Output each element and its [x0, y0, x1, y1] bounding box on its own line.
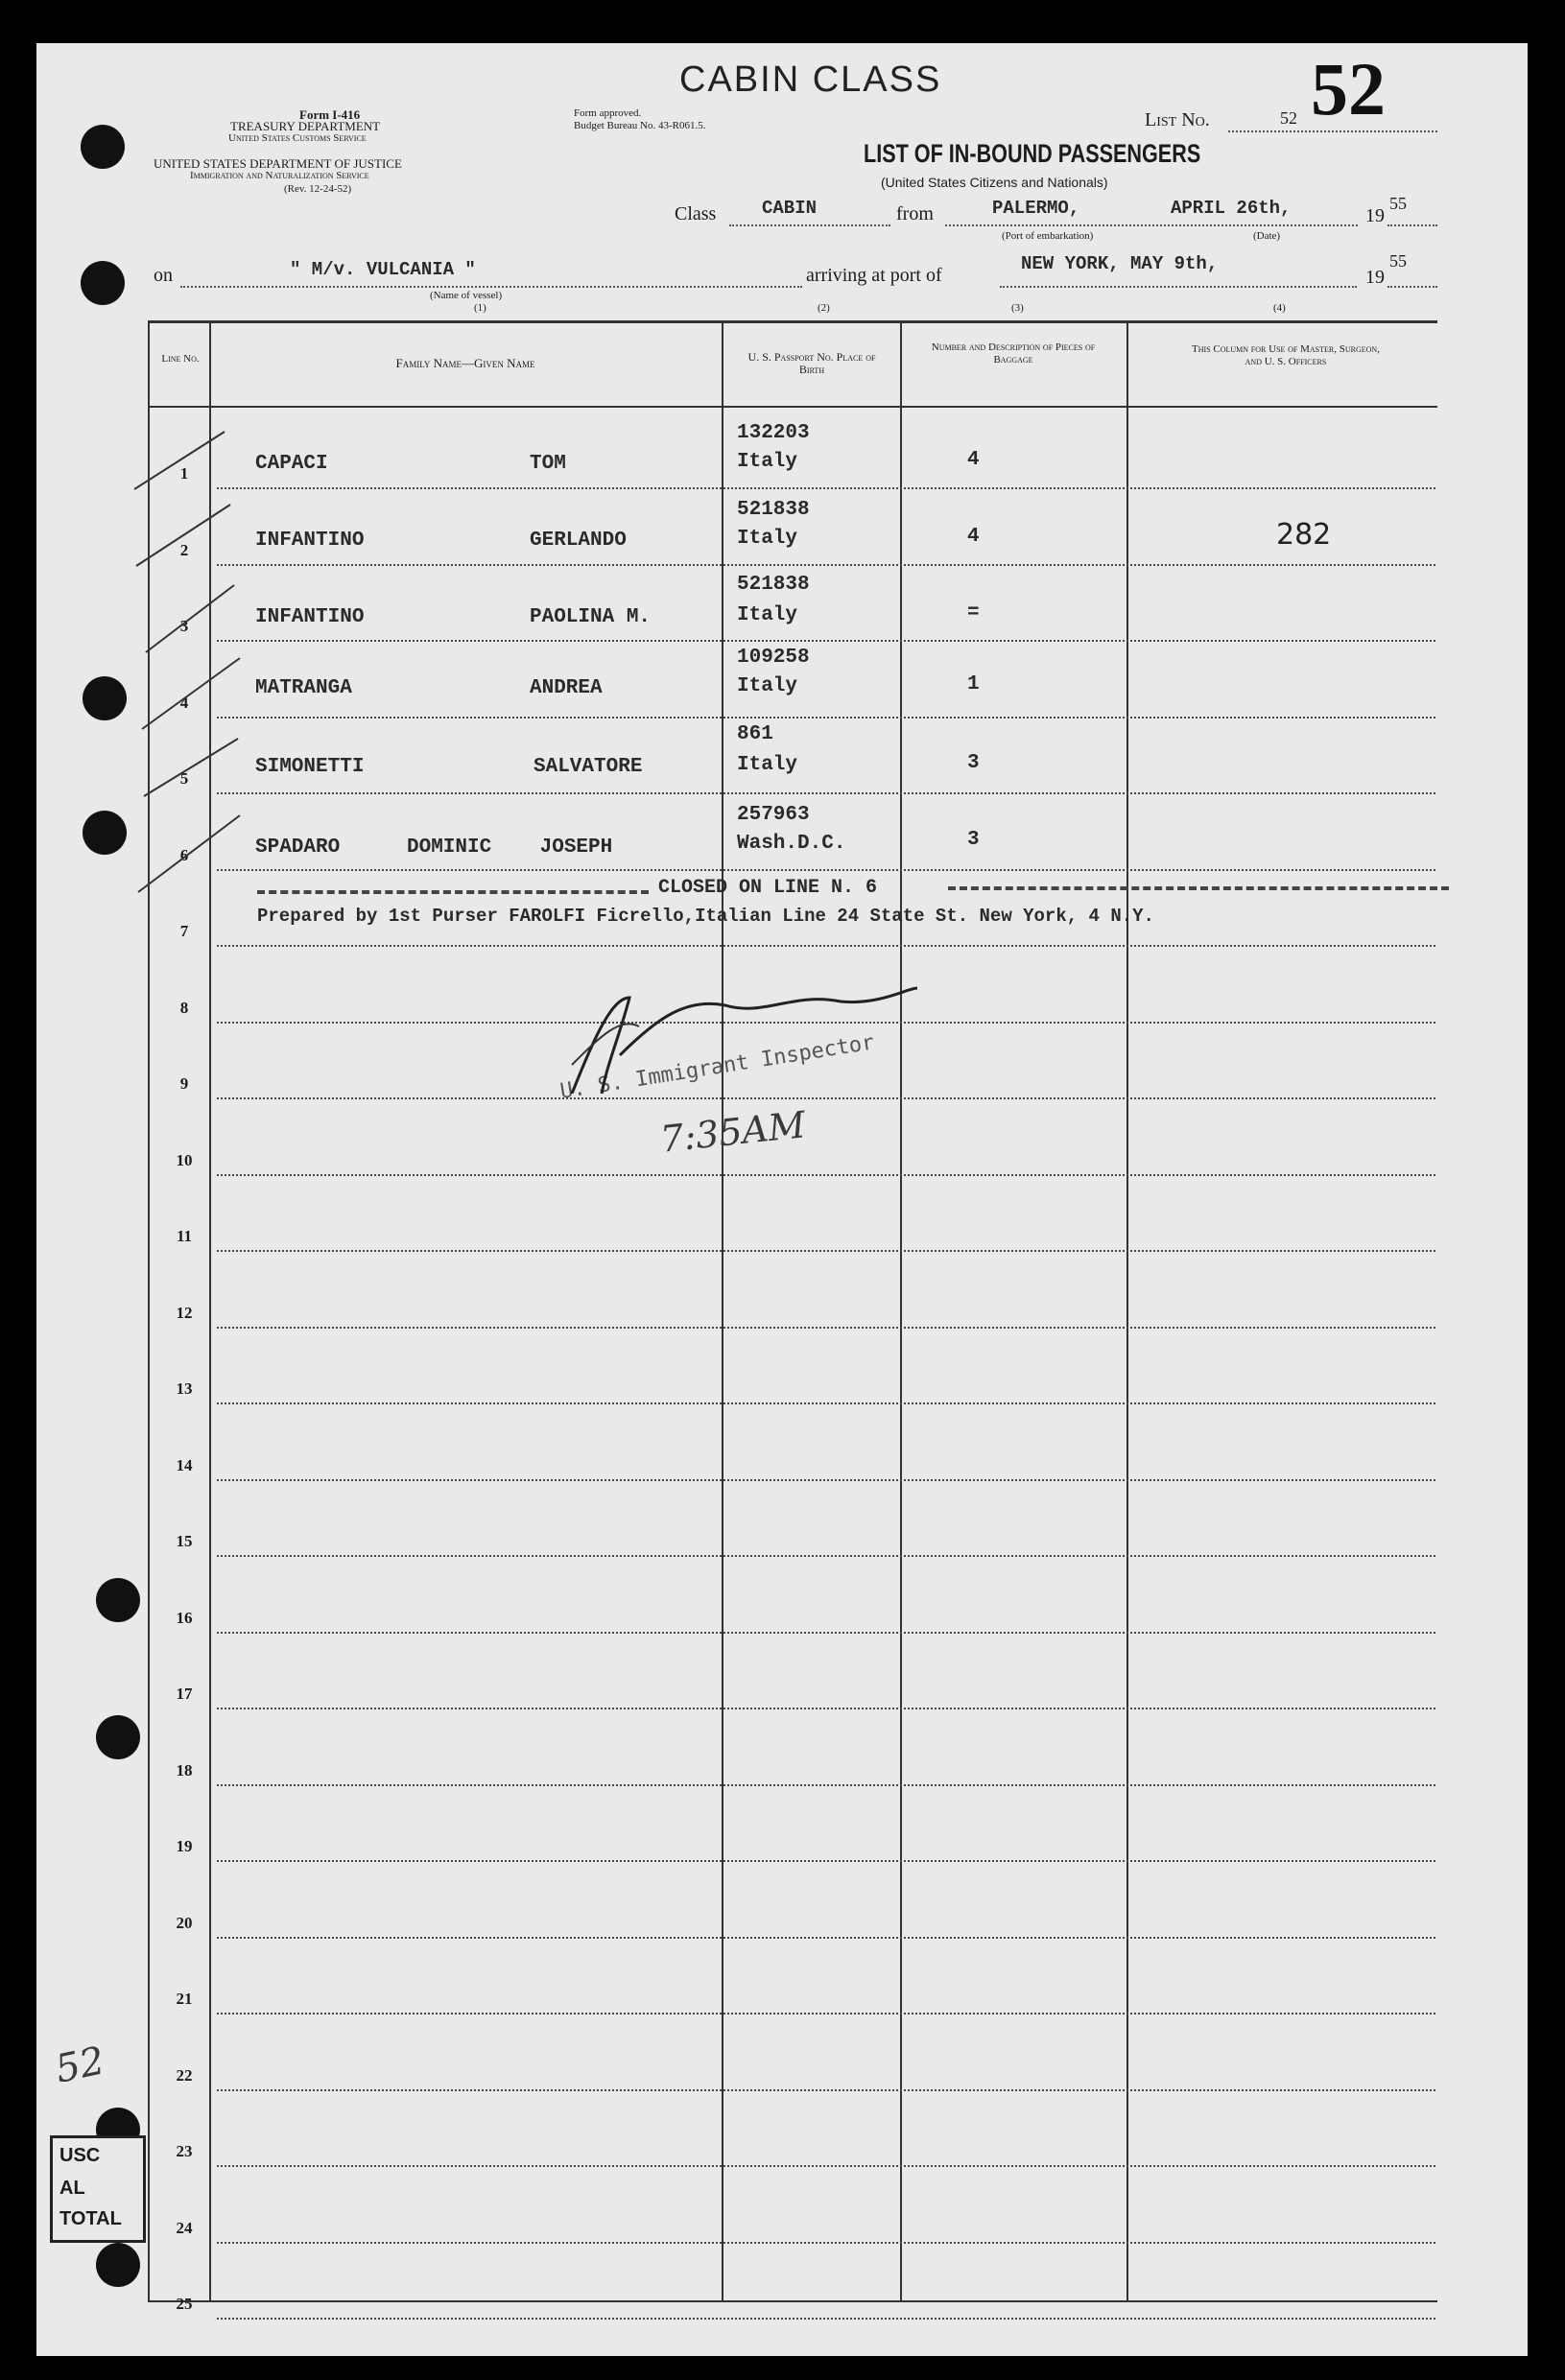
- passenger-3-family: INFANTINO: [255, 606, 365, 628]
- closed-dash-right: [948, 886, 1449, 890]
- row-rule: [217, 2013, 1435, 2015]
- caption-4: (4): [1273, 302, 1286, 314]
- col-header-officers: This Column for Use of Master, Surgeon, and U. S. Officers: [1192, 343, 1380, 367]
- ins-service: Immigration and Naturalization Service: [190, 170, 369, 181]
- stamp-time: 7:35AM: [658, 1103, 808, 1161]
- table-header-bottom: [148, 406, 1437, 408]
- table-bottom-border: [148, 2300, 1437, 2302]
- justice-department: UNITED STATES DEPARTMENT OF JUSTICE: [154, 156, 402, 171]
- vessel-caption: (Name of vessel): [430, 290, 503, 301]
- passenger-4-passport: 109258: [737, 647, 810, 669]
- port-of-embarkation: PALERMO,: [992, 198, 1080, 219]
- row-rule: [217, 2318, 1435, 2320]
- punch-hole: [81, 261, 125, 305]
- passenger-1-baggage: 4: [967, 449, 980, 471]
- vessel-caption-num: (1): [474, 302, 486, 314]
- customs-service: United States Customs Service: [228, 132, 367, 144]
- col-header-passport: U. S. Passport No. Place of Birth: [747, 350, 876, 376]
- line-number: 25: [176, 2295, 193, 2313]
- caption-3: (3): [1011, 302, 1024, 314]
- row-rule: [217, 945, 1435, 947]
- on-label: on: [154, 265, 173, 286]
- line-number: 14: [176, 1455, 193, 1474]
- line-number: 7: [179, 922, 189, 940]
- line-number: 18: [176, 1760, 193, 1779]
- line-number: 15: [176, 1532, 193, 1550]
- line-number: 22: [176, 2065, 193, 2085]
- cabin-class-title: CABIN CLASS: [679, 59, 942, 100]
- row-rule: [217, 487, 1435, 489]
- passenger-4-family: MATRANGA: [255, 677, 352, 699]
- line-number: 9: [179, 1074, 189, 1093]
- usc-label: USC: [59, 2145, 101, 2166]
- row-rule: [217, 869, 1435, 871]
- line-number: 13: [176, 1379, 193, 1398]
- al-label: AL: [59, 2178, 85, 2199]
- punch-hole: [96, 2243, 140, 2287]
- row-rule: [217, 2165, 1435, 2167]
- passenger-5-birth: Italy: [737, 754, 798, 776]
- revision: (Rev. 12-24-52): [284, 183, 352, 195]
- col-header-name: Family Name—Given Name: [395, 356, 535, 370]
- row-rule: [217, 640, 1435, 642]
- from-label: from: [896, 203, 934, 224]
- punch-hole: [96, 1578, 140, 1622]
- form-approved: Form approved.: [574, 107, 642, 119]
- row-rule: [217, 1937, 1435, 1939]
- prepared-by-note: Prepared by 1st Purser FAROLFI Ficrello,Italian Line 24 State St. New York, 4 N.Y.: [257, 906, 1154, 927]
- row-rule: [217, 1097, 1435, 1099]
- budget-bureau: Budget Bureau No. 43-R061.5.: [574, 120, 706, 131]
- line-number: 8: [179, 998, 189, 1017]
- line-number: 3: [179, 617, 189, 635]
- list-title: LIST OF IN-BOUND PASSENGERS: [864, 139, 1201, 168]
- line-number: 24: [176, 2218, 193, 2237]
- margin-handwritten-number: 52: [51, 2038, 109, 2092]
- col-divider-name: [722, 320, 723, 2302]
- line-number: 11: [176, 1227, 193, 1245]
- passenger-5-family: SIMONETTI: [255, 756, 365, 778]
- port-caption: (Port of embarkation): [1002, 230, 1094, 242]
- passenger-2-birth: Italy: [737, 528, 798, 550]
- passenger-6-family: SPADARO: [255, 837, 341, 859]
- line-number: 12: [176, 1303, 193, 1322]
- col-divider-baggage: [1126, 320, 1128, 2302]
- line-number: 17: [176, 1685, 193, 1703]
- row-rule: [217, 1708, 1435, 1709]
- list-no-label: List No.: [1145, 109, 1210, 130]
- closed-dash-left: [257, 890, 649, 894]
- row-rule: [217, 792, 1435, 794]
- row-rule: [217, 1250, 1435, 1252]
- passenger-5-passport: 861: [737, 723, 773, 745]
- arrival-year-prefix: 19: [1365, 267, 1385, 288]
- line-number: 16: [176, 1608, 193, 1627]
- row-rule: [217, 1555, 1435, 1557]
- passenger-2-baggage: 4: [967, 526, 980, 548]
- document-page: [36, 43, 1528, 2356]
- passenger-5-given: SALVATORE: [534, 756, 643, 778]
- passenger-5-baggage: 3: [967, 752, 980, 774]
- row-rule: [217, 1327, 1435, 1329]
- embark-date: APRIL 26th,: [1171, 198, 1292, 219]
- passenger-3-birth: Italy: [737, 604, 798, 626]
- row-rule: [217, 1860, 1435, 1862]
- inspector-signature: [476, 959, 917, 1094]
- line-number: 10: [176, 1150, 193, 1169]
- check-marks: [119, 412, 273, 911]
- row-rule: [217, 1632, 1435, 1634]
- inspector-stamp: U. S. Immigrant Inspector: [558, 1030, 877, 1104]
- passenger-3-baggage: =: [967, 602, 980, 624]
- row-rule: [217, 1174, 1435, 1176]
- col-divider-passport: [900, 320, 902, 2302]
- class-value: CABIN: [762, 198, 818, 219]
- passenger-4-birth: Italy: [737, 675, 798, 697]
- row-rule: [217, 1402, 1435, 1404]
- passenger-2-given: GERLANDO: [530, 530, 627, 552]
- arriving-label: arriving at port of: [806, 265, 942, 286]
- form-id: Form I-416: [299, 107, 361, 122]
- list-no-value: 52: [1280, 108, 1297, 128]
- passenger-6-birth: Wash.D.C.: [737, 833, 846, 855]
- punch-hole: [81, 125, 125, 169]
- class-label: Class: [675, 203, 717, 224]
- list-subtitle: (United States Citizens and Nationals): [881, 175, 1108, 190]
- embark-year-prefix: 19: [1365, 205, 1385, 226]
- caption-2: (2): [818, 302, 830, 314]
- col-header-line: Line No.: [161, 353, 200, 365]
- closed-on-line: CLOSED ON LINE N. 6: [658, 877, 878, 899]
- passenger-6-passport: 257963: [737, 804, 810, 826]
- arrival-year-suffix: 55: [1389, 251, 1407, 271]
- line-number: 6: [179, 845, 189, 864]
- line-number: 4: [179, 693, 189, 712]
- line-number: 20: [176, 1913, 193, 1932]
- row-rule: [217, 1479, 1435, 1481]
- passenger-4-given: ANDREA: [530, 677, 603, 699]
- line-number: 2: [179, 540, 189, 559]
- passenger-2-passport: 521838: [737, 499, 810, 521]
- row-rule: [217, 1784, 1435, 1786]
- line-number: 1: [179, 464, 189, 483]
- passenger-3-passport: 521838: [737, 574, 810, 596]
- passenger-2-officer-note: 282: [1276, 518, 1332, 552]
- vessel-name: " M/v. VULCANIA ": [290, 259, 476, 280]
- passenger-6-baggage: 3: [967, 829, 980, 851]
- line-number: 19: [176, 1837, 193, 1855]
- passenger-4-baggage: 1: [967, 673, 980, 695]
- line-number: 21: [176, 1990, 193, 2008]
- row-rule: [217, 2242, 1435, 2244]
- row-rule: [217, 564, 1435, 566]
- embark-year-suffix: 55: [1389, 194, 1407, 213]
- date-caption: (Date): [1253, 230, 1281, 242]
- passenger-1-birth: Italy: [737, 451, 798, 473]
- passenger-1-given: TOM: [530, 453, 566, 475]
- passenger-6-given: DOMINIC JOSEPH: [407, 837, 613, 859]
- total-label: TOTAL: [59, 2208, 122, 2229]
- punch-hole: [96, 1715, 140, 1759]
- arrival-port-date: NEW YORK, MAY 9th,: [1021, 253, 1219, 274]
- big-list-number: 52: [1311, 47, 1386, 130]
- passenger-1-family: CAPACI: [255, 453, 328, 475]
- line-number: 5: [179, 769, 189, 788]
- passenger-1-passport: 132203: [737, 422, 810, 444]
- row-rule: [217, 717, 1435, 719]
- table-top-border: [148, 320, 1437, 323]
- passenger-3-given: PAOLINA M.: [530, 606, 652, 628]
- passenger-2-family: INFANTINO: [255, 530, 365, 552]
- line-number: 23: [176, 2142, 193, 2160]
- row-rule: [217, 2089, 1435, 2091]
- col-header-baggage: Number and Description of Pieces of Baggage: [931, 342, 1096, 365]
- treasury-department: TREASURY DEPARTMENT: [230, 119, 381, 133]
